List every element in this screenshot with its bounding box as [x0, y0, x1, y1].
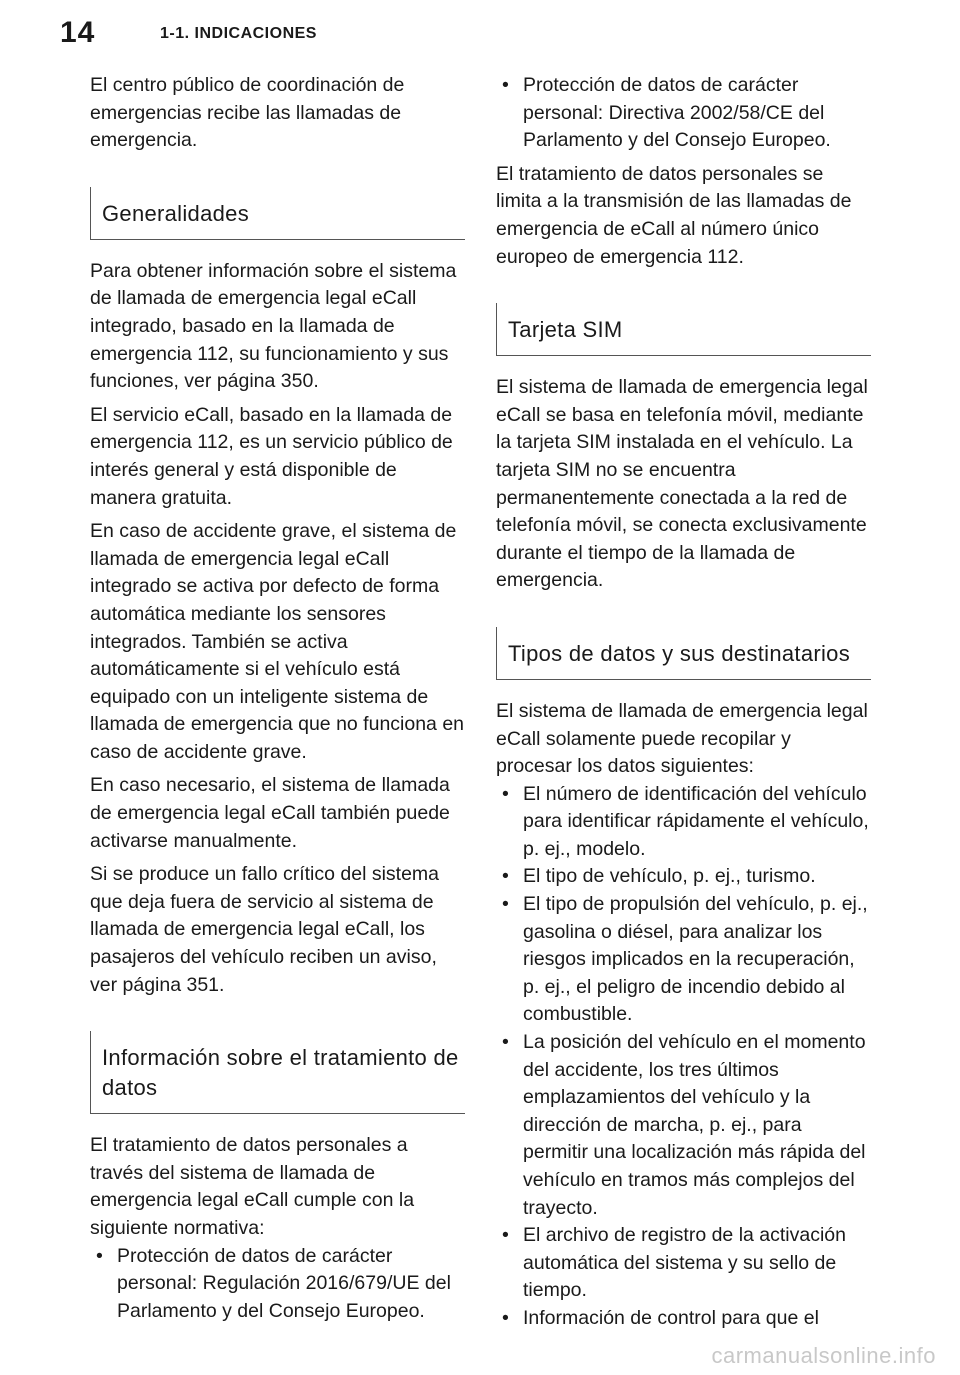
page-number: 14 — [60, 16, 96, 49]
left-column — [90, 72, 465, 1331]
right-column — [496, 72, 871, 1339]
list-item: • El tipo de vehículo, p. ej., turismo. — [496, 863, 871, 891]
section-heading-tratamiento — [90, 1031, 465, 1114]
paragraph: En caso de accidente grave, el sistema de llamada de emergencia legal eCall integrado se activa por defecto de forma automática mediante los sensores integrados. También se activa automáticamente si el vehículo está equipado con un inteligente sistema de llamada de emergencia que no funciona en caso de accidente grave. — [90, 520, 465, 763]
bullet-list — [90, 1243, 465, 1326]
list-item: • Protección de datos de carácter personal: Regulación 2016/679/UE del Parlamento y del Consejo Europeo. — [90, 1243, 465, 1326]
paragraph: El centro público de coordinación de emergencias recibe las llamadas de emergencia. — [90, 74, 405, 152]
paragraph: El sistema de llamada de emergencia legal eCall se basa en telefonía móvil, mediante la tarjeta SIM instalada en el vehículo. La tarjeta SIM no se encuentra permanentemente conectada a la red de telefonía móvil, se conecta exclusivamente durante el tiempo de la llamada de emergencia. — [496, 376, 868, 592]
paragraph: Para obtener información sobre el sistema de llamada de emergencia legal eCall integrado, basado en la llamada de emergencia 112, su funcionamiento y sus funciones, ver página 350. — [90, 259, 457, 393]
list-item: • La posición del vehículo en el momento del accidente, los tres últimos emplazamientos del vehículo y la dirección de marcha, p. ej., para permitir una localización más rápida del vehículo en tramos más complejos del trayecto. — [496, 1029, 871, 1222]
page-header — [0, 0, 960, 60]
paragraph: En caso necesario, el sistema de llamada de emergencia legal eCall también puede activarse manualmente. — [90, 774, 450, 852]
section-heading-sim — [496, 303, 871, 356]
paragraph: El tratamiento de datos personales a través del sistema de llamada de emergencia legal eCall cumple con la siguiente normativa: — [90, 1134, 415, 1239]
paragraph: El tratamiento de datos personales se limita a la transmisión de las llamadas de emergencia de eCall al número único europeo de emergencia 112. — [496, 162, 852, 268]
paragraph: El sistema de llamada de emergencia legal eCall solamente puede recopilar y procesar los datos siguientes: — [496, 699, 868, 778]
paragraph: El servicio eCall, basado en la llamada de emergencia 112, es un servicio público de interés general y está disponible de manera gratuita. — [90, 403, 453, 509]
list-item: • Información de control para que el — [496, 1305, 871, 1333]
section-heading-tipos — [496, 627, 871, 680]
section-title: Información sobre el tratamiento de datos — [102, 1045, 459, 1101]
section-title: Tipos de datos y sus destinatarios — [508, 640, 851, 666]
section-title: Tarjeta SIM — [508, 317, 623, 343]
watermark: carmanualsonline.info — [711, 1343, 936, 1368]
list-item: • El tipo de propulsión del vehículo, p. ej., gasolina o diésel, para analizar los riesgos implicados en la recuperación, p. ej., el peligro de incendio debido al combustible. — [496, 891, 871, 1029]
list-item: • El archivo de registro de la activación automática del sistema y su sello de tiempo. — [496, 1222, 871, 1305]
list-item: • El número de identificación del vehículo para identificar rápidamente el vehículo, p. ej., modelo. — [496, 781, 871, 864]
chapter-title: 1-1. INDICACIONES — [160, 25, 317, 42]
section-heading-generalidades — [90, 187, 465, 240]
section-title: Generalidades — [102, 200, 249, 226]
bullet-list — [496, 781, 871, 1333]
bullet-list — [496, 72, 871, 155]
paragraph: Si se produce un fallo crítico del sistema que deja fuera de servicio al sistema de llamada de emergencia legal eCall, los pasajeros del vehículo reciben un aviso, ver página 351. — [90, 863, 440, 996]
list-item: • Protección de datos de carácter personal: Directiva 2002/58/CE del Parlamento y del Consejo Europeo. — [496, 72, 871, 155]
